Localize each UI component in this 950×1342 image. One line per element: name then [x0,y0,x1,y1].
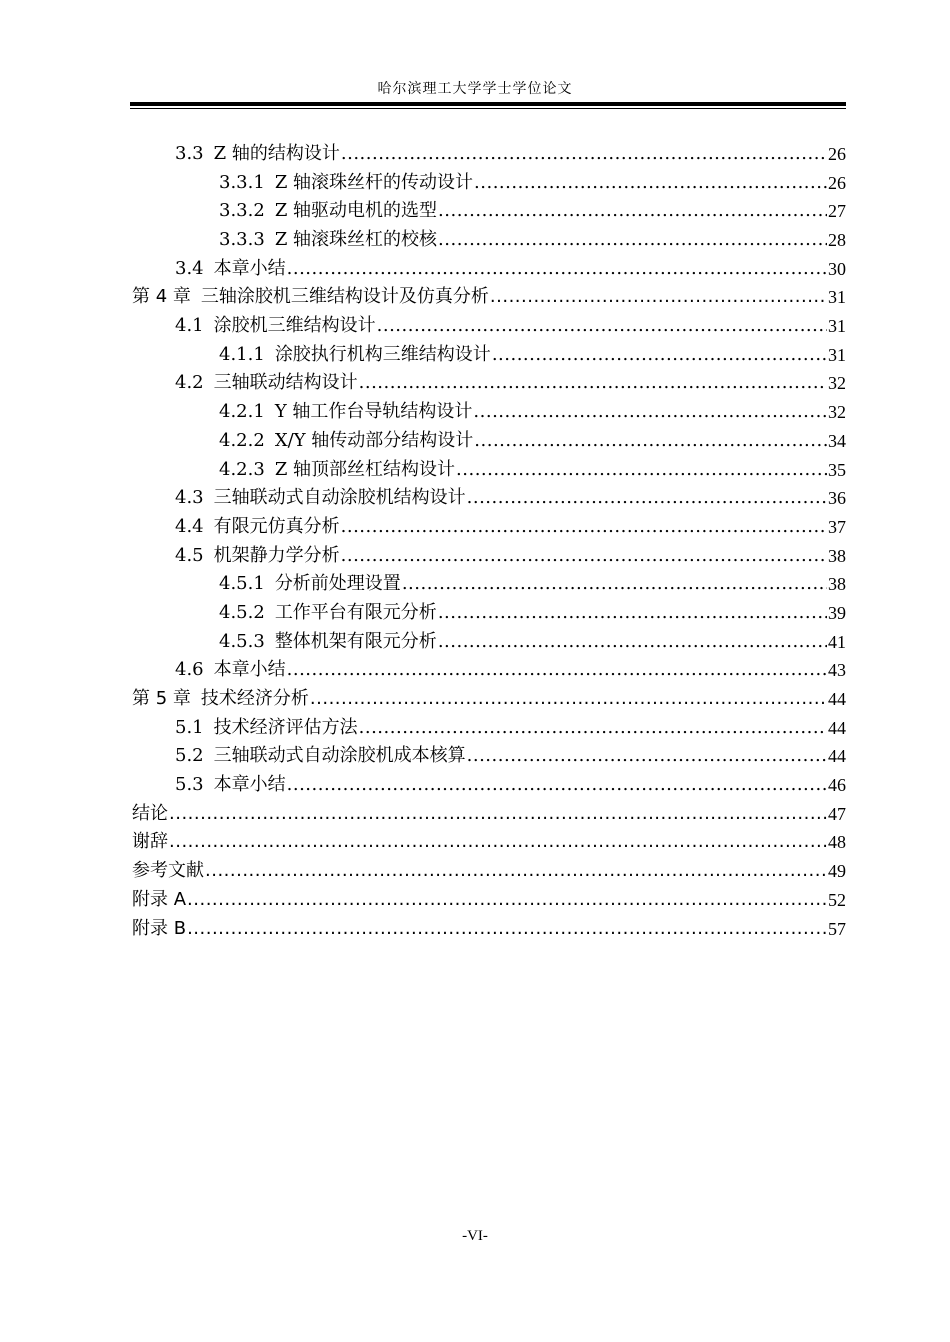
toc-entry[interactable] [132,599,846,628]
toc-entry-number: 4.2.1 [219,401,265,423]
toc-entry-page: 27 [828,201,846,222]
toc-entry-title: Z 轴滚珠丝杠的校核 [274,229,438,251]
toc-entry-number: 3.3.1 [219,171,265,193]
toc-entry[interactable] [132,140,846,169]
toc-entry-number: 5.1 [175,716,204,738]
toc-entry-number: 4.4 [175,515,204,537]
toc-dot-leader [187,915,827,944]
toc-dot-leader [341,542,827,571]
toc-entry-title: 三轴联动式自动涂胶机成本核算 [213,745,466,767]
toc-entry-page: 32 [828,373,846,394]
toc-entry-page: 44 [828,746,846,767]
toc-entry-page: 34 [828,430,846,451]
toc-entry[interactable] [132,226,846,255]
toc-entry-title: 结论 [132,802,168,824]
toc-dot-leader [287,255,827,284]
toc-entry-page: 31 [828,344,846,365]
toc-dot-leader [310,685,827,714]
toc-entry-page: 35 [828,459,846,480]
toc-entry-title: 本章小结 [213,257,286,279]
toc-entry[interactable] [132,829,846,858]
toc-dot-leader [473,398,827,427]
toc-entry-page: 48 [828,832,846,853]
toc-dot-leader [341,140,827,169]
toc-entry-page: 47 [828,803,846,824]
toc-entry-number: 4.2.3 [219,458,265,480]
toc-entry[interactable] [132,370,846,399]
toc-dot-leader [169,800,827,829]
toc-entry-title: 本章小结 [213,659,286,681]
toc-entry[interactable] [132,456,846,485]
toc-entry-title: 涂胶执行机构三维结构设计 [274,343,491,365]
toc-entry-number: 4.5.3 [219,630,265,652]
toc-dot-leader [359,370,827,399]
toc-entry-title: 三轴涂胶机三维结构设计及仿真分析 [200,286,489,308]
toc-entry-title: Z 轴驱动电机的选型 [274,200,438,222]
toc-entry[interactable] [132,169,846,198]
toc-entry-page: 39 [828,602,846,623]
toc-entry-number: 4.5 [175,544,204,566]
toc-entry-title: 本章小结 [213,774,286,796]
toc-entry-title: Z 轴顶部丝杠结构设计 [274,458,456,480]
toc-entry-title: Z 轴的结构设计 [213,142,340,164]
toc-entry-page: 26 [828,143,846,164]
toc-entry-title: Z 轴滚珠丝杆的传动设计 [274,171,474,193]
toc-dot-leader [341,513,827,542]
toc-entry[interactable] [132,742,846,771]
header-rule-thick [130,102,846,106]
toc-dot-leader [438,226,827,255]
toc-dot-leader [205,857,827,886]
toc-entry[interactable] [132,484,846,513]
toc-dot-leader [492,341,827,370]
toc-entry-number: 3.3 [175,142,204,164]
toc-dot-leader [169,829,827,858]
toc-dot-leader [467,742,827,771]
toc-dot-leader [287,656,827,685]
toc-entry-number: 第 5 章 [132,688,191,710]
toc-entry-page: 36 [828,488,846,509]
toc-entry-number: 4.2 [175,372,204,394]
toc-entry-page: 31 [828,287,846,308]
toc-entry[interactable] [132,427,846,456]
toc-entry-page: 30 [828,258,846,279]
toc-entry-number: 3.4 [175,257,204,279]
toc-entry[interactable] [132,513,846,542]
toc-entry-page: 26 [828,172,846,193]
toc-dot-leader [438,197,827,226]
toc-entry-page: 52 [828,889,846,910]
toc-entry-title: 机架静力学分析 [213,544,340,566]
toc-entry-title: 有限元仿真分析 [213,515,340,537]
toc-entry-number: 5.3 [175,774,204,796]
toc-entry-title: 涂胶机三维结构设计 [213,315,376,337]
toc-dot-leader [187,886,827,915]
toc-entry-page: 31 [828,316,846,337]
toc-entry-number: 4.6 [175,659,204,681]
toc-entry-title: 三轴联动结构设计 [213,372,358,394]
toc-entry[interactable] [132,255,846,284]
toc-dot-leader [474,169,827,198]
toc-dot-leader [359,714,827,743]
toc-dot-leader [456,456,827,485]
toc-entry-number: 3.3.3 [219,229,265,251]
toc-entry[interactable] [132,771,846,800]
toc-entry[interactable] [132,915,846,944]
toc-entry[interactable] [132,341,846,370]
toc-entry-page: 57 [828,918,846,939]
toc-entry[interactable] [132,857,846,886]
toc-entry-title: 谢辞 [132,831,168,853]
toc-entry-page: 28 [828,230,846,251]
toc-entry[interactable] [132,197,846,226]
toc-entry-title: 分析前处理设置 [274,573,401,595]
toc-entry-page: 32 [828,402,846,423]
header-rule-thin [130,108,846,109]
header-title: 哈尔滨理工大学学士学位论文 [377,81,573,97]
toc-entry-number: 第 4 章 [132,286,191,308]
toc-entry[interactable] [132,570,846,599]
toc-entry-title: 三轴联动式自动涂胶机结构设计 [213,487,466,509]
toc-entry[interactable] [132,398,846,427]
toc-entry[interactable] [132,685,846,714]
toc-entry-page: 46 [828,775,846,796]
toc-entry-title: 工作平台有限元分析 [274,601,437,623]
toc-entry[interactable] [132,628,846,657]
toc-entry-number: 4.3 [175,487,204,509]
toc-entry[interactable] [132,800,846,829]
toc-entry-number: 4.1 [175,315,204,337]
toc-entry[interactable] [132,656,846,685]
toc-dot-leader [287,771,827,800]
toc-dot-leader [490,283,827,312]
toc-entry-number: 4.5.1 [219,573,265,595]
toc-entry-title: 整体机架有限元分析 [274,630,437,652]
toc-entry-number: 3.3.2 [219,200,265,222]
toc-entry-title: 技术经济分析 [200,688,309,710]
toc-dot-leader [438,599,827,628]
toc-entry[interactable] [132,312,846,341]
toc-dot-leader [377,312,827,341]
toc-entry-title: 附录 A [132,888,187,910]
toc-entry-title: 技术经济评估方法 [213,716,358,738]
toc-entry-title: X/Y 轴传动部分结构设计 [274,429,474,451]
toc-entry-title: Y 轴工作台导轨结构设计 [274,401,473,423]
toc-entry-number: 4.5.2 [219,601,265,623]
toc-entry-page: 38 [828,574,846,595]
toc-entry-page: 44 [828,717,846,738]
toc-dot-leader [467,484,827,513]
toc-entry-page: 43 [828,660,846,681]
toc-entry-title: 参考文献 [132,860,204,882]
toc-dot-leader [438,628,827,657]
toc-entry-number: 4.1.1 [219,343,265,365]
toc-entry-number: 4.2.2 [219,429,265,451]
toc-entry[interactable] [132,886,846,915]
toc-dot-leader [402,570,827,599]
toc-entry[interactable] [132,714,846,743]
toc-entry-page: 49 [828,861,846,882]
toc-dot-leader [474,427,827,456]
toc-entry-page: 37 [828,516,846,537]
footer-page-number: -VI- [462,1228,488,1244]
toc-entry[interactable] [132,542,846,571]
toc-entry[interactable] [132,283,846,312]
toc-entry-page: 44 [828,689,846,710]
table-of-contents [132,140,846,943]
toc-entry-page: 38 [828,545,846,566]
toc-entry-number: 5.2 [175,745,204,767]
toc-entry-page: 41 [828,631,846,652]
toc-entry-title: 附录 B [132,917,187,939]
